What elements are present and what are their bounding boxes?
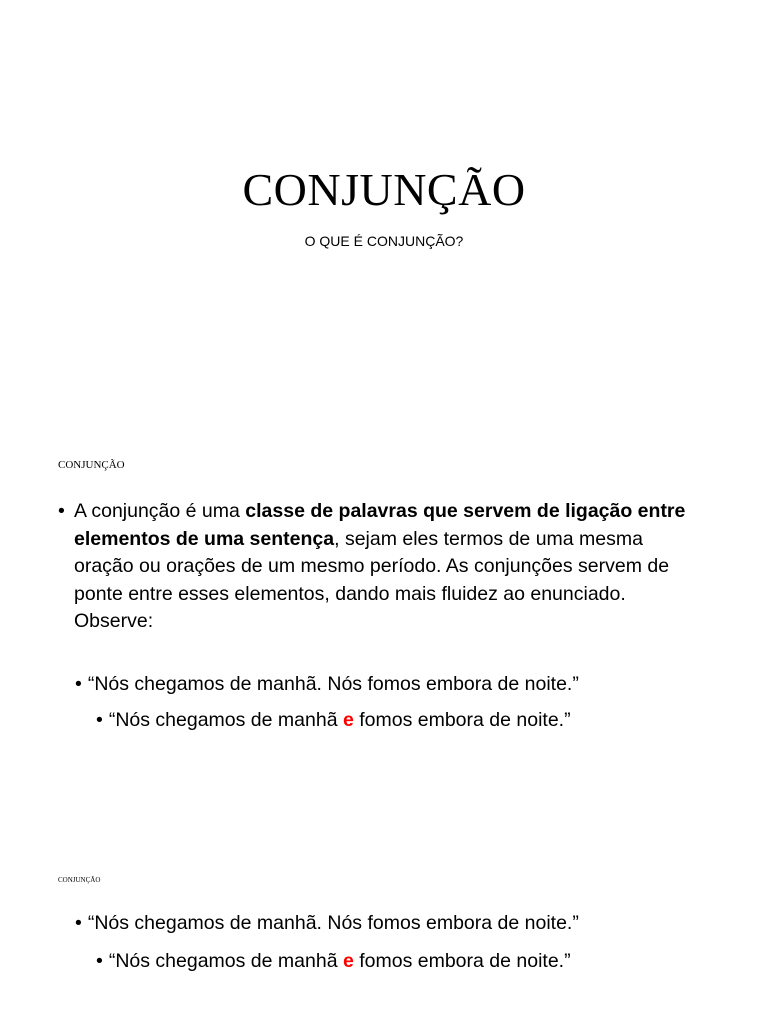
example-sentence-separate	[75, 670, 579, 698]
example-text: “Nós chegamos de manhã. Nós fomos embora de noite.”	[87, 673, 579, 695]
bullet-icon: •	[58, 500, 65, 522]
definition-slide	[0, 432, 768, 864]
example-sentence-joined	[96, 947, 571, 975]
example-text: “Nós chegamos de manhã. Nós fomos embora de noite.”	[87, 912, 579, 934]
example-text-before: “Nós chegamos de manhã	[108, 709, 343, 731]
definition-bold: classe de palavras que servem de ligação entre elementos de uma sentença	[74, 500, 686, 550]
example-slide	[0, 864, 768, 1024]
definition-rest: , sejam eles termos de uma mesma oração ou orações de um mesmo período. As conjunções servem de ponte entre esses elementos, dando mais fluidez ao enunciado. Observe:	[74, 527, 670, 632]
example-sentence-separate	[75, 909, 579, 937]
definition-paragraph	[58, 498, 698, 636]
slide-title: CONJUNÇÃO	[242, 164, 526, 215]
conjunction-highlight: e	[342, 709, 354, 731]
slide-heading: CONJUNÇÃO	[58, 876, 101, 884]
example-text-after: fomos embora de noite.”	[353, 950, 571, 972]
bullet-icon: •	[75, 673, 82, 695]
bullet-icon: •	[75, 912, 82, 934]
example-text-after: fomos embora de noite.”	[353, 709, 571, 731]
definition-intro: A conjunção é uma	[74, 500, 246, 522]
slide-subtitle: O QUE É CONJUNÇÃO?	[304, 233, 464, 249]
example-sentence-joined	[96, 706, 571, 734]
bullet-item	[58, 498, 698, 636]
bullet-icon: •	[96, 950, 103, 972]
slide-heading: CONJUNÇÃO	[58, 459, 125, 471]
title-slide	[0, 0, 768, 432]
bullet-icon: •	[96, 709, 103, 731]
example-text-before: “Nós chegamos de manhã	[108, 950, 343, 972]
conjunction-highlight: e	[342, 950, 354, 972]
